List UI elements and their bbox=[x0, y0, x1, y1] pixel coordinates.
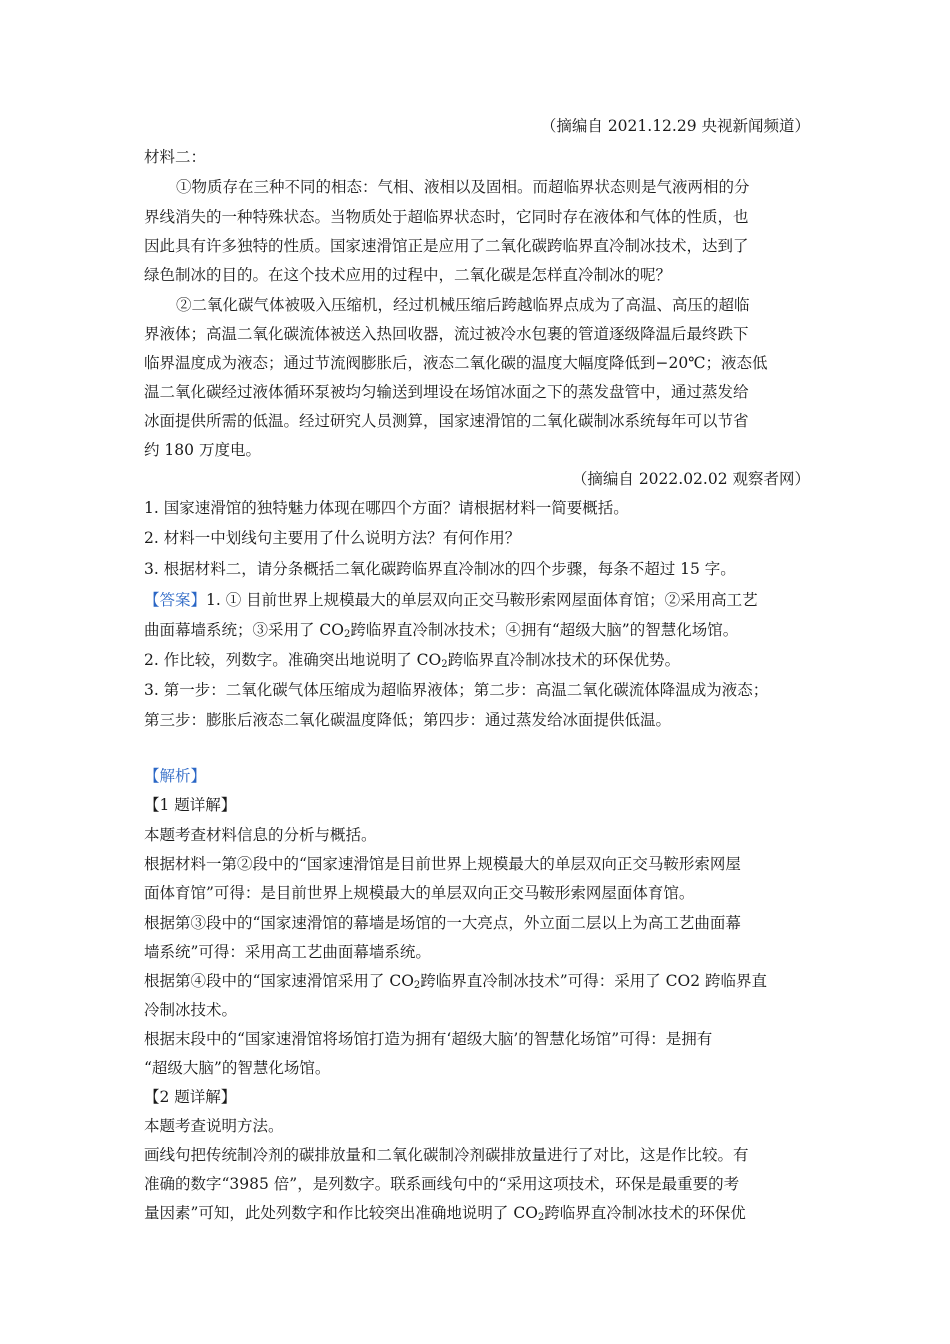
analysis-line bbox=[144, 970, 767, 992]
analysis-text: 量因素”可知，此处列数字和作比较突出准确地说明了 CO bbox=[144, 1204, 538, 1222]
analysis-line: 画线句把传统制冷剂的碳排放量和二氧化碳制冷剂碳排放量进行了对比，这是作比较。有 bbox=[144, 1146, 749, 1164]
material2-p1-line: 界线消失的一种特殊状态。当物质处于超临界状态时，它同时存在液体和气体的性质，也 bbox=[144, 208, 749, 226]
answer-1-line-1 bbox=[144, 589, 758, 611]
answer-3-line-1: 3. 第一步：二氧化碳气体压缩成为超临界液体；第二步：高温二氧化碳流体降温成为液态； bbox=[144, 681, 769, 699]
answer-text: 跨临界直冷制冰技术的环保优势。 bbox=[447, 651, 681, 669]
material2-p2-line: 冰面提供所需的低温。经过研究人员测算，国家速滑馆的二氧化碳制冰系统每年可以节省 bbox=[144, 412, 749, 430]
analysis-text: 根据第④段中的“国家速滑馆采用了 CO bbox=[144, 972, 414, 990]
analysis-line: 根据材料一第②段中的“国家速滑馆是目前世界上规模最大的单层双向正交马鞍形索网屋 bbox=[144, 855, 741, 873]
material2-p2-line: 温二氧化碳经过液体循环泵被均匀输送到埋设在场馆冰面之下的蒸发盘管中，通过蒸发给 bbox=[144, 383, 749, 401]
q1-heading: 【1 题详解】 bbox=[144, 796, 237, 814]
analysis-line: 墙系统”可得：采用高工艺曲面幕墙系统。 bbox=[144, 943, 431, 961]
answer-2 bbox=[144, 649, 680, 671]
analysis-line: 面体育馆”可得：是目前世界上规模最大的单层双向正交马鞍形索网屋面体育馆。 bbox=[144, 884, 695, 902]
analysis-line: 冷制冰技术。 bbox=[144, 1001, 238, 1019]
analysis-line: 本题考查说明方法。 bbox=[144, 1117, 284, 1135]
q2-heading: 【2 题详解】 bbox=[144, 1088, 237, 1106]
analysis-line: 根据末段中的“国家速滑馆将场馆打造为拥有‘超级大脑’的智慧化场馆”可得：是拥有 bbox=[144, 1030, 713, 1048]
material2-p2-line: 临界温度成为液态；通过节流阀膨胀后，液态二氧化碳的温度大幅度降低到−20℃；液态低 bbox=[144, 354, 768, 372]
material2-p2-line: 约 180 万度电。 bbox=[144, 441, 261, 459]
subscript: 2 bbox=[413, 980, 421, 991]
subscript: 2 bbox=[441, 659, 448, 670]
material2-p1-line: ①物质存在三种不同的相态：气相、液相以及固相。而超临界状态则是气液两相的分 bbox=[176, 178, 750, 196]
source-citation-guancha: （摘编自 2022.02.02 观察者网） bbox=[571, 470, 810, 488]
question-1: 1. 国家速滑馆的独特魅力体现在哪四个方面？请根据材料一简要概括。 bbox=[144, 499, 629, 517]
answer-text: 跨临界直冷制冰技术；④拥有“超级大脑”的智慧化场馆。 bbox=[350, 621, 739, 639]
answer-label: 【答案】 bbox=[144, 591, 207, 609]
analysis-line: “超级大脑”的智慧化场馆。 bbox=[144, 1059, 331, 1077]
material2-p2-line: ②二氧化碳气体被吸入压缩机，经过机械压缩后跨越临界点成为了高温、高压的超临 bbox=[176, 296, 750, 314]
answer-text: 2. 作比较，列数字。准确突出地说明了 CO bbox=[144, 651, 442, 669]
analysis-line: 本题考查材料信息的分析与概括。 bbox=[144, 826, 377, 844]
answer-text: 1. ① 目前世界上规模最大的单层双向正交马鞍形索网屋面体育馆；②采用高工艺 bbox=[206, 591, 758, 609]
material2-p1-line: 因此具有许多独特的性质。国家速滑馆正是应用了二氧化碳跨临界直冷制冰技术，达到了 bbox=[144, 237, 749, 255]
answer-1-line-2 bbox=[144, 619, 738, 641]
subscript: 2 bbox=[537, 1212, 545, 1223]
analysis-line bbox=[144, 1202, 746, 1224]
material2-p1-line: 绿色制冰的目的。在这个技术应用的过程中，二氧化碳是怎样直冷制冰的呢？ bbox=[144, 266, 672, 284]
question-3: 3. 根据材料二，请分条概括二氧化碳跨临界直冷制冰的四个步骤，每条不超过 15 字。 bbox=[144, 560, 736, 578]
analysis-line: 根据第③段中的“国家速滑馆的幕墙是场馆的一大亮点，外立面二层以上为高工艺曲面幕 bbox=[144, 914, 741, 932]
analysis-text: 跨临界直冷制冰技术”可得：采用了 CO2 跨临界直 bbox=[420, 972, 768, 990]
answer-text: 曲面幕墙系统；③采用了 CO bbox=[144, 621, 344, 639]
subscript: 2 bbox=[344, 629, 351, 640]
question-2: 2. 材料一中划线句主要用了什么说明方法？有何作用？ bbox=[144, 529, 521, 547]
source-citation-cctv: （摘编自 2021.12.29 央视新闻频道） bbox=[540, 117, 810, 135]
answer-3-line-2: 第三步：膨胀后液态二氧化碳温度降低；第四步：通过蒸发给冰面提供低温。 bbox=[144, 711, 672, 729]
analysis-line: 准确的数字“3985 倍”，是列数字。联系画线句中的“采用这项技术，环保是最重要的考 bbox=[144, 1175, 740, 1193]
material2-title: 材料二： bbox=[144, 148, 207, 166]
analysis-label: 【解析】 bbox=[144, 767, 207, 785]
material2-p2-line: 界液体；高温二氧化碳流体被送入热回收器，流过被冷水包裹的管道逐级降温后最终跌下 bbox=[144, 325, 749, 343]
analysis-text: 跨临界直冷制冰技术的环保优 bbox=[544, 1204, 746, 1222]
